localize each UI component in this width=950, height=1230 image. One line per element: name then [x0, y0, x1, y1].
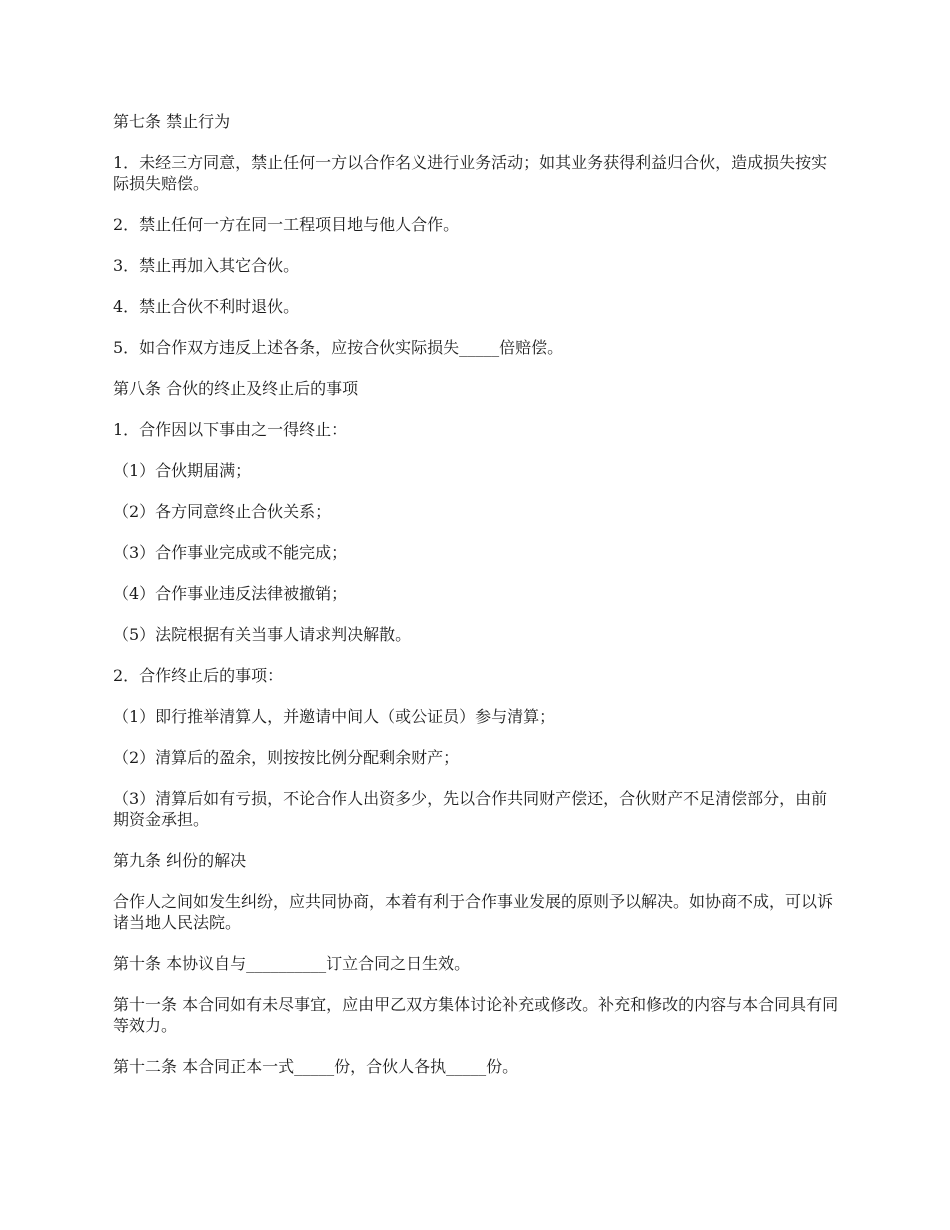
article-8-item-1-sub-5: （5）法院根据有关当事人请求判决解散。: [113, 625, 412, 644]
article-8-heading: 第八条 合伙的终止及终止后的事项: [113, 379, 359, 398]
article-11: 第十一条 本合同如有未尽事宜，应由甲乙双方集体讨论补充或修改。补充和修改的内容与本合同具有同等效力。: [113, 995, 839, 1035]
article-10: 第十条 本协议自与__________订立合同之日生效。: [113, 954, 471, 973]
article-8-item-1-sub-4: （4）合作事业违反法律被撤销；: [113, 584, 348, 603]
article-9-body: 合作人之间如发生纠纷，应共同协商，本着有利于合作事业发展的原则予以解决。如协商不成，可以诉诸当地人民法院。: [113, 892, 834, 932]
article-8-item-2-sub-3: （3）清算后如有亏损，不论合作人出资多少，先以合作共同财产偿还，合伙财产不足清偿部分，由前期资金承担。: [113, 789, 828, 829]
article-8-item-1-sub-1: （1）合伙期届满；: [113, 461, 252, 480]
article-7-heading: 第七条 禁止行为: [113, 112, 231, 131]
article-7-item-1: 1．未经三方同意，禁止任何一方以合作名义进行业务活动；如其业务获得利益归合伙，造成损失按实际损失赔偿。: [113, 153, 828, 193]
article-7-item-5: 5．如合作双方违反上述各条，应按合伙实际损失_____倍赔偿。: [113, 338, 564, 357]
article-8-item-1-sub-3: （3）合作事业完成或不能完成；: [113, 543, 348, 562]
article-8-item-1-sub-2: （2）各方同意终止合伙关系；: [113, 502, 332, 521]
article-7-item-3: 3．禁止再加入其它合伙。: [113, 256, 300, 275]
article-7-item-4: 4．禁止合伙不利时退伙。: [113, 297, 300, 316]
article-8-item-1: 1．合作因以下事由之一得终止：: [113, 420, 348, 439]
article-9-heading: 第九条 纠份的解决: [113, 851, 247, 870]
article-8-item-2-sub-1: （1）即行推举清算人，并邀请中间人（或公证员）参与清算；: [113, 707, 556, 726]
document-page: [113, 111, 843, 1097]
article-12: 第十二条 本合同正本一式_____份，合伙人各执_____份。: [113, 1057, 519, 1076]
article-8-item-2: 2．合作终止后的事项：: [113, 666, 284, 685]
article-7-item-2: 2．禁止任何一方在同一工程项目地与他人合作。: [113, 215, 460, 234]
article-8-item-2-sub-2: （2）清算后的盈余，则按按比例分配剩余财产；: [113, 748, 460, 767]
